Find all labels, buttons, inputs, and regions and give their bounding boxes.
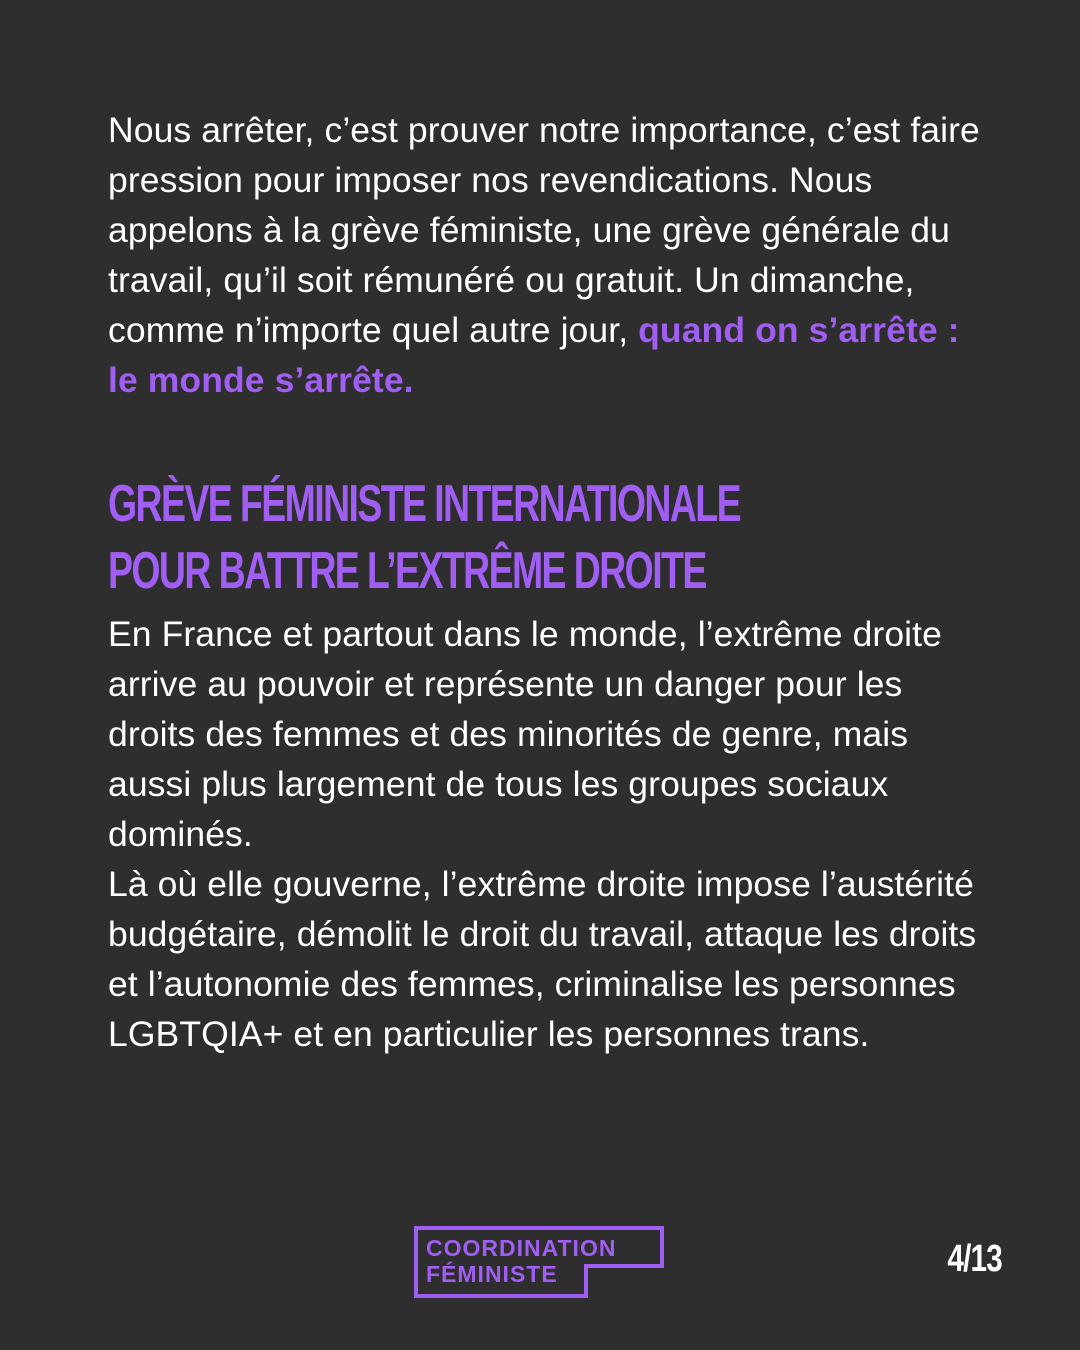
section-heading-line-2: POUR BATTRE L’EXTRÊME DROITE xyxy=(108,542,706,600)
page-indicator: 4/13 xyxy=(947,1238,1002,1280)
coordination-feministe-logo xyxy=(414,1226,666,1300)
logo-line-2: FÉMINISTE xyxy=(426,1261,558,1287)
section-paragraph-1: En France et partout dans le monde, l’extrême droite arrive au pouvoir et représente un danger pour les droits des femmes et des minorités de genre, mais aussi plus largement de tous les groupes sociaux dominés. xyxy=(108,614,942,854)
intro-text: Nous arrêter, c’est prouver notre importance, c’est faire pression pour imposer nos revendications. Nous appelons à la grève féministe, une grève générale du travail, qu’il soit rémunéré ou gratuit. Un dimanche, comme n’importe quel autre jour, xyxy=(108,110,980,350)
section-paragraph-2: Là où elle gouverne, l’extrême droite impose l’austérité budgétaire, démolit le droit du travail, attaque les droits et l’autonomie des femmes, criminalise les personnes LGBTQIA+ et en particulier les personnes trans. xyxy=(108,864,977,1054)
logo-line-1: COORDINATION xyxy=(426,1235,617,1261)
slide-content xyxy=(108,105,988,1059)
section-heading xyxy=(108,471,972,605)
intro-paragraph xyxy=(108,105,988,405)
section-heading-line-1: GRÈVE FÉMINISTE INTERNATIONALE xyxy=(108,475,740,533)
intro-highlight: quand on s’arrête : le monde s’arrête. xyxy=(108,310,960,400)
